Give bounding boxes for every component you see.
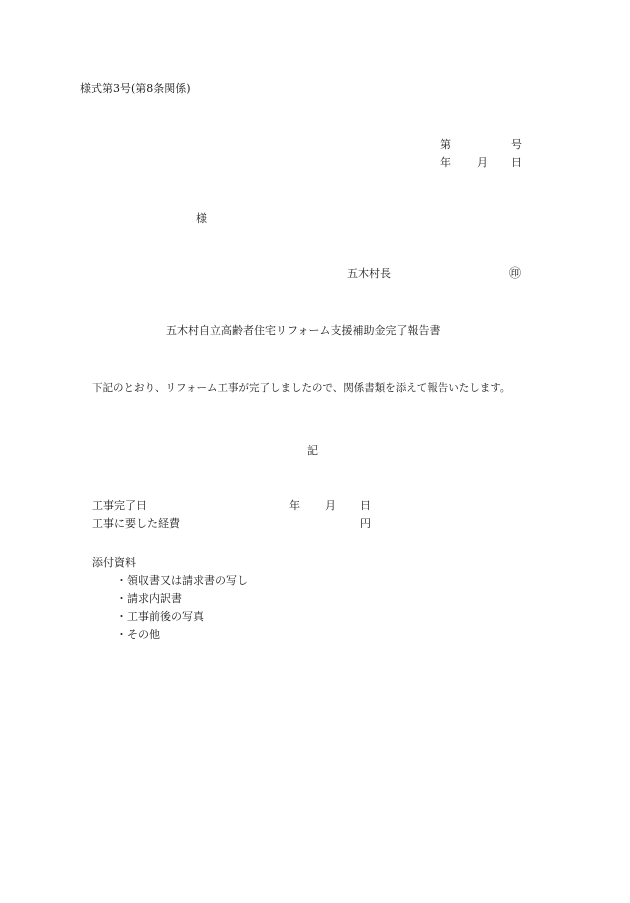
ki-heading: 記 (307, 444, 318, 457)
attachment-item: ・その他 (116, 628, 160, 641)
cost-label: 工事に要した経費 (92, 517, 180, 530)
completion-year: 年 (289, 499, 300, 512)
completion-date-label: 工事完了日 (92, 499, 147, 512)
attachment-item: ・請求内訳書 (116, 592, 182, 605)
number-dai: 第 (440, 138, 451, 151)
document-title: 五木村自立高齢者住宅リフォーム支援補助金完了報告書 (166, 324, 441, 337)
attachments-heading: 添付資料 (92, 556, 136, 569)
attachment-item: ・領収書又は請求書の写し (116, 574, 248, 587)
seal-mark: ㊞ (509, 266, 522, 280)
completion-month: 月 (325, 499, 336, 512)
form-label: 様式第3号(第8条関係) (80, 82, 191, 95)
completion-day: 日 (360, 499, 371, 512)
date-day: 日 (511, 156, 522, 169)
cost-unit: 円 (360, 517, 371, 530)
date-month: 月 (477, 156, 488, 169)
number-go: 号 (511, 138, 522, 151)
attachment-item: ・工事前後の写真 (116, 610, 204, 623)
addressee-suffix: 様 (196, 212, 207, 225)
issuer-name: 五木村長 (347, 267, 391, 280)
body-text: 下記のとおり、リフォーム工事が完了しましたので、関係書類を添えて報告いたします。 (92, 382, 511, 394)
date-year: 年 (440, 156, 451, 169)
